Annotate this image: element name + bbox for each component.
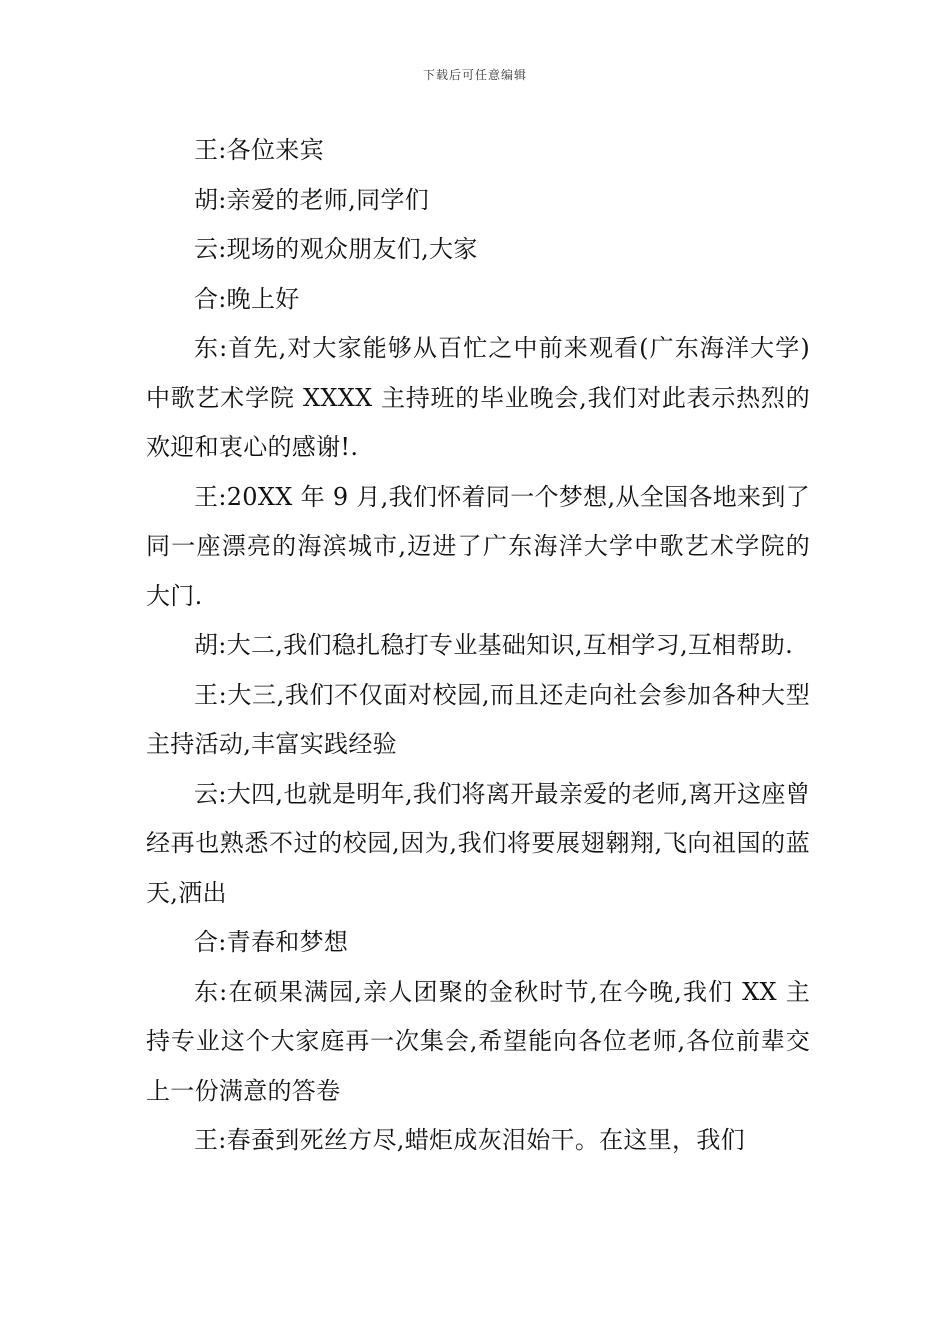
- paragraph: 云:大四,也就是明年,我们将离开最亲爱的老师,离开这座曾经再也熟悉不过的校园,因为,我们将要展翅翱翔,飞向祖国的蓝天,洒出: [146, 779, 810, 907]
- paragraph: 合:晚上好: [194, 284, 300, 313]
- document-body: [146, 126, 810, 1166]
- paragraph: 王:各位来宾: [194, 136, 324, 164]
- paragraph: 东:在硕果满园,亲人团聚的金秋时节,在今晚,我们 XX 主持专业这个大家庭再一次集会,希望能向各位老师,各位前辈交上一份满意的答卷: [146, 977, 810, 1105]
- paragraph: 王:20XX 年 9 月,我们怀着同一个梦想,从全国各地来到了同一座漂亮的海滨城市,迈进了广东海洋大学中歌艺术学院的大门.: [146, 482, 810, 610]
- page-header: 下载后可任意编辑: [422, 68, 527, 82]
- paragraph: 合:青春和梦想: [194, 928, 349, 956]
- paragraph: 云:现场的观众朋友们,大家: [194, 235, 478, 263]
- paragraph: 王:春蚕到死丝方尽,蜡炬成灰泪始干。在这里，我们: [194, 1126, 745, 1154]
- paragraph: 胡:亲爱的老师,同学们: [194, 185, 430, 214]
- paragraph: 王:大三,我们不仅面对校园,而且还走向社会参加各种大型主持活动,丰富实践经验: [146, 680, 810, 758]
- paragraph: 胡:大二,我们稳扎稳打专业基础知识,互相学习,互相帮助.: [194, 631, 793, 659]
- paragraph: 东:首先,对大家能够从百忙之中前来观看(广东海洋大学)中歌艺术学院 XXXX 主持班的毕业晚会,我们对此表示热烈的欢迎和衷心的感谢!.: [146, 334, 810, 461]
